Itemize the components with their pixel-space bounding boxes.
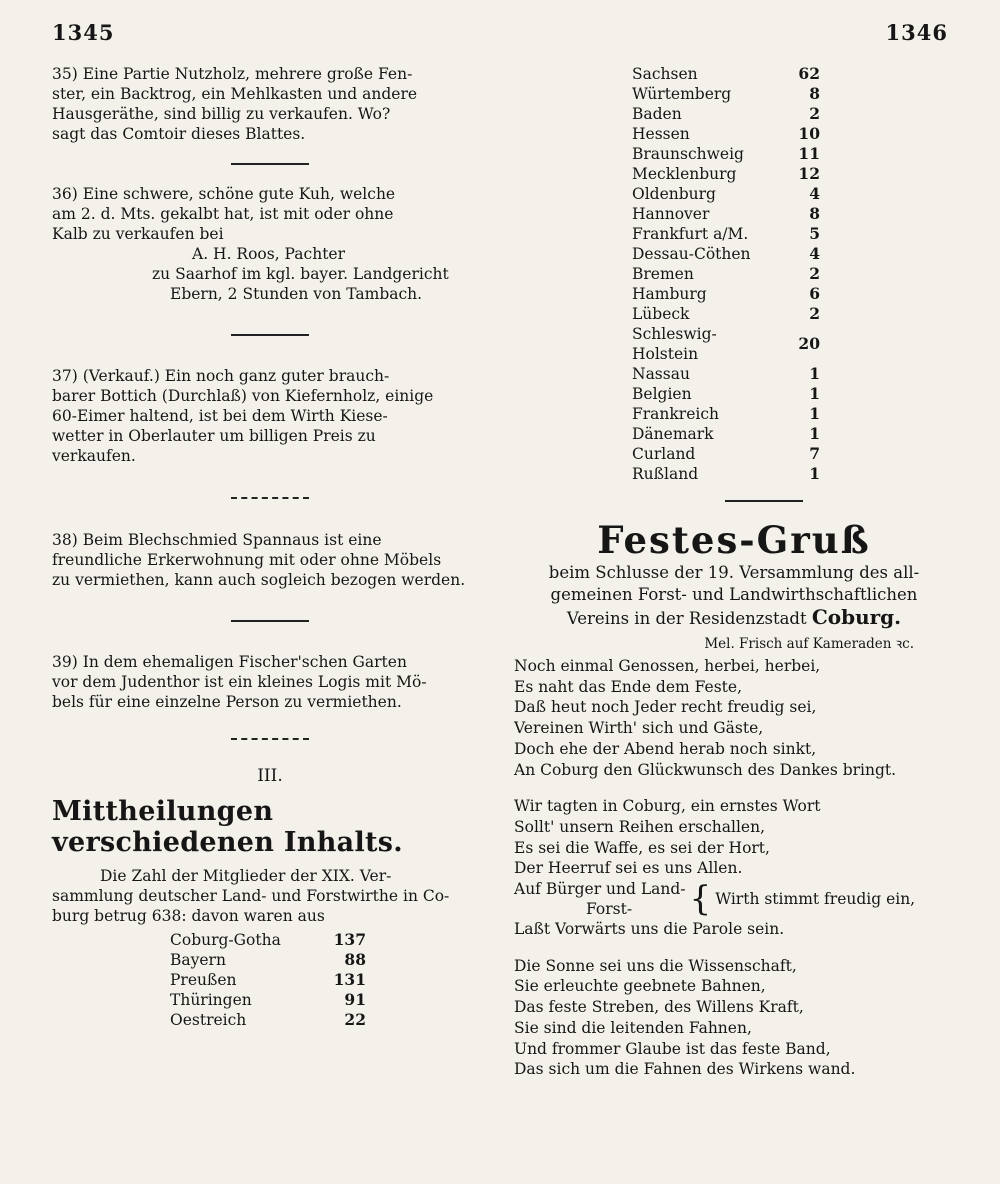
ad-line: 38) Beim Blechschmied Spannaus ist eine (52, 531, 382, 549)
intro-line: burg betrug 638: davon waren aus (52, 907, 325, 925)
ad-signature: Ebern, 2 Stunden von Tambach. (170, 285, 423, 303)
curly-brace: { (689, 879, 712, 920)
member-count: 8 (809, 84, 820, 103)
verse-line: Die Sonne sei uns die Wissenschaft, (514, 956, 797, 975)
member-count: 1 (809, 404, 820, 423)
left-column (52, 64, 488, 1030)
page-number-right: 1346 (885, 20, 948, 45)
ad-line: 36) Eine schwere, schöne gute Kuh, welche (52, 185, 396, 203)
ad-signature: A. H. Roos, Pachter (192, 245, 346, 263)
verse-line: Daß heut noch Jeder recht freudig sei, (514, 698, 817, 717)
verse-line: An Coburg den Glückwunsch des Dankes bringt. (514, 760, 897, 779)
divider-rule (231, 163, 309, 165)
stats-row (632, 404, 820, 424)
member-count: 5 (809, 224, 820, 243)
member-count: 91 (344, 990, 366, 1009)
subtitle-text: Vereins in der Residenzstadt (566, 609, 807, 628)
verse-line: Der Heerruf sei es uns Allen. (514, 859, 743, 878)
ad-line: bels für eine einzelne Person zu vermiethen. (52, 693, 402, 711)
stats-row (632, 64, 820, 84)
stats-row (170, 990, 366, 1010)
ad-38 (52, 530, 488, 590)
stats-row (632, 84, 820, 104)
region-name: Rußland (632, 465, 699, 483)
ad-line: 35) Eine Partie Nutzholz, mehrere große Fen- (52, 65, 413, 83)
divider-rule (231, 738, 309, 740)
region-name: Bremen (632, 265, 694, 283)
stats-row (170, 950, 366, 970)
stats-row (632, 364, 820, 384)
region-name: Belgien (632, 385, 692, 403)
stanza-3 (514, 956, 954, 1080)
stats-row (632, 104, 820, 124)
member-count: 2 (809, 104, 820, 123)
intro-line: Die Zahl der Mitglieder der XIX. Ver- (100, 867, 392, 885)
verse-line: Sie sind die leitenden Fahnen, (514, 1018, 752, 1037)
verse-line: Wir tagten in Coburg, ein ernstes Wort (514, 797, 821, 816)
region-name: Dänemark (632, 425, 714, 443)
region-name: Hamburg (632, 285, 707, 303)
ad-39 (52, 652, 488, 712)
region-name: Curland (632, 445, 696, 463)
region-name: Lübeck (632, 305, 690, 323)
stats-row (632, 444, 820, 464)
region-name: Frankfurt a/M. (632, 225, 749, 243)
member-count: 22 (344, 1010, 366, 1029)
region-name: Mecklenburg (632, 165, 737, 183)
stanza-1 (514, 656, 954, 780)
member-count: 88 (344, 950, 366, 969)
region-name: Würtemberg (632, 85, 732, 103)
verse-line: Vereinen Wirth' sich und Gäste, (514, 719, 764, 738)
subtitle-line: beim Schlusse der 19. Versammlung des all- (548, 563, 920, 582)
ad-36 (52, 184, 488, 304)
member-count: 20 (798, 334, 820, 353)
right-column (514, 64, 954, 1080)
ad-line: am 2. d. Mts. gekalbt hat, ist mit oder ohne (52, 205, 394, 223)
poem-title: Festes-Gruß (597, 518, 871, 562)
ad-line: verkaufen. (52, 447, 136, 465)
member-count: 6 (809, 284, 820, 303)
stats-row (632, 464, 820, 484)
verse-line: Doch ehe der Abend herab noch sinkt, (514, 739, 817, 758)
ad-line: 60-Eimer haltend, ist bei dem Wirth Kiese- (52, 407, 388, 425)
stats-row (632, 284, 820, 304)
member-count: 4 (809, 184, 820, 203)
stats-row (632, 304, 820, 324)
member-count: 4 (809, 244, 820, 263)
stats-row (632, 244, 820, 264)
stats-row (170, 970, 366, 990)
stats-row (632, 384, 820, 404)
ad-37 (52, 366, 488, 466)
region-name: Oldenburg (632, 185, 716, 203)
region-name: Frankreich (632, 405, 719, 423)
member-count: 7 (809, 444, 820, 463)
stats-row (632, 324, 820, 364)
member-count: 12 (798, 164, 820, 183)
region-name: Sachsen (632, 65, 698, 83)
divider-rule (231, 620, 309, 622)
member-count: 1 (809, 364, 820, 383)
brace-bottom-text: Forst- (586, 900, 633, 919)
region-name: Coburg-Gotha (170, 931, 281, 949)
ad-line: barer Bottich (Durchlaß) von Kiefernholz, einige (52, 387, 434, 405)
ad-line: 37) (Verkauf.) Ein noch ganz guter brauch- (52, 367, 390, 385)
verse-line: Das sich um die Fahnen des Wirkens wand. (514, 1060, 856, 1079)
member-count: 1 (809, 384, 820, 403)
verse-line: Das feste Streben, des Willens Kraft, (514, 998, 804, 1017)
stats-row (632, 164, 820, 184)
section-number: III. (257, 766, 283, 786)
page-number-left: 1345 (52, 20, 115, 45)
member-count: 137 (333, 930, 366, 949)
stats-row (632, 184, 820, 204)
subtitle-line: gemeinen Forst- und Landwirthschaftlichen (550, 585, 918, 604)
member-count: 11 (798, 144, 820, 163)
verse-line: Sollt' unsern Reihen erschallen, (514, 817, 765, 836)
stats-row (170, 1010, 366, 1030)
member-count: 8 (809, 204, 820, 223)
ad-line: vor dem Judenthor ist ein kleines Logis mit Mö- (52, 673, 427, 691)
brace-verse (514, 879, 954, 919)
verse-line: Es sei die Waffe, es sei der Hort, (514, 838, 770, 857)
verse-line: Sie erleuchte geebnete Bahnen, (514, 977, 766, 996)
member-count: 131 (333, 970, 366, 989)
subtitle-line (514, 606, 954, 630)
poem-subtitle (514, 562, 954, 630)
region-name: Hessen (632, 125, 690, 143)
section-intro (52, 866, 488, 926)
ad-line: zu vermiethen, kann auch sogleich bezogen werden. (52, 571, 466, 589)
ad-line: freundliche Erkerwohnung mit oder ohne Möbels (52, 551, 442, 569)
region-name: Braunschweig (632, 145, 744, 163)
stats-row (632, 224, 820, 244)
region-name: Thüringen (170, 991, 252, 1009)
stats-row (170, 930, 366, 950)
ad-line: wetter in Oberlauter um billigen Preis zu (52, 427, 376, 445)
stats-row (632, 264, 820, 284)
stats-row (632, 124, 820, 144)
divider-rule (231, 497, 309, 499)
region-name: Dessau-Cöthen (632, 245, 751, 263)
region-name: Nassau (632, 365, 690, 383)
member-count: 62 (798, 64, 820, 83)
ad-line: ster, ein Backtrog, ein Mehlkasten und andere (52, 85, 418, 103)
brace-top-text: Auf Bürger und Land- (514, 880, 686, 899)
region-name: Preußen (170, 971, 237, 989)
member-stats-table-right (632, 64, 820, 484)
member-stats-table-left (170, 930, 366, 1030)
ad-line: sagt das Comtoir dieses Blattes. (52, 125, 306, 143)
ad-35 (52, 64, 488, 144)
verse-line: Laßt Vorwärts uns die Parole sein. (514, 920, 785, 939)
region-name: Oestreich (170, 1011, 247, 1029)
stats-row (632, 424, 820, 444)
ad-line: Kalb zu verkaufen bei (52, 225, 224, 243)
section-title: Mittheilungen verschiedenen Inhalts. (52, 796, 404, 858)
region-name: Schleswig-Holstein (632, 325, 717, 363)
member-count: 2 (809, 304, 820, 323)
ad-signature: zu Saarhof im kgl. bayer. Landgericht (152, 265, 449, 283)
verse-line: Es naht das Ende dem Feste, (514, 677, 743, 696)
stats-row (632, 204, 820, 224)
intro-line: sammlung deutscher Land- und Forstwirthe in Co- (52, 887, 450, 905)
member-count: 1 (809, 424, 820, 443)
member-count: 10 (798, 124, 820, 143)
ad-line: Hausgeräthe, sind billig zu verkaufen. Wo? (52, 105, 391, 123)
ad-line: 39) In dem ehemaligen Fischer'schen Garten (52, 653, 407, 671)
member-count: 2 (809, 264, 820, 283)
stats-row (632, 144, 820, 164)
melody-note: Mel. Frisch auf Kameraden ꝛc. (704, 636, 914, 652)
member-count: 1 (809, 464, 820, 483)
subtitle-city: Coburg. (811, 605, 902, 629)
divider-rule (231, 334, 309, 336)
stanza-2 (514, 796, 954, 940)
brace-right-text: Wirth stimmt freudig ein, (715, 890, 916, 909)
region-name: Bayern (170, 951, 226, 969)
verse-line: Noch einmal Genossen, herbei, herbei, (514, 657, 821, 675)
region-name: Baden (632, 105, 682, 123)
region-name: Hannover (632, 205, 710, 223)
divider-rule (725, 500, 803, 502)
verse-line: Und frommer Glaube ist das feste Band, (514, 1039, 831, 1058)
